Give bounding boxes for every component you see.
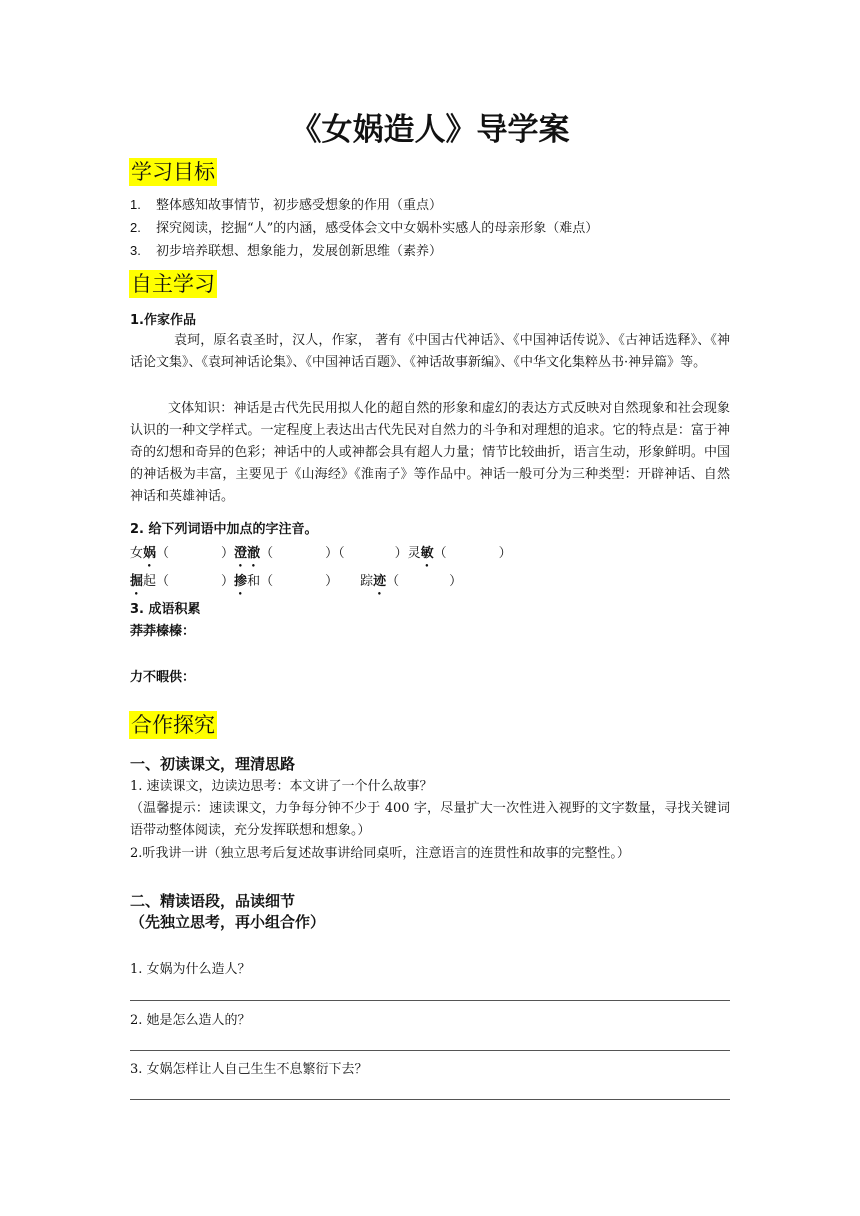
goal-item-1 [130,195,442,216]
section-heading-cooperate: 合作探究 [131,713,215,737]
blank-close: ） [449,574,463,589]
part-2-subtitle: （先独立思考，再小组合作） [130,913,326,931]
goal-num: 2. [130,220,141,235]
page-title: 《女娲造人》导学案 [290,112,570,148]
part-2-title: 二、精读语段，品读细节 [130,892,296,910]
analysis-question-2: 2. 她是怎么造人的？ [130,1013,251,1028]
section-heading-self-study: 自主学习 [131,272,215,296]
question-2: 2.听我讲一讲（独立思考后复述故事讲给同桌听，注意语言的连贯性和故事的完整性。） [130,846,630,861]
answer-line[interactable] [130,1050,730,1051]
goal-num: 3. [130,243,141,258]
blank-close: ） [498,546,512,561]
goal-num: 1. [130,197,141,212]
pinyin-label: 2. 给下列词语中加点的字注音。 [130,522,318,537]
dotted-char: 掺 [234,574,248,589]
author-label: 1.作家作品 [130,313,196,328]
goal-item-3 [130,241,442,262]
genre-paragraph: 文体知识：神话是古代先民用拟人化的超自然的形象和虚幻的表达方式反映对自然现象和社会现象认识的一种文学样式。一定程度上表达出古代先民对自然力的斗争和对理想的追求。它的特点是：富于神奇的幻想和奇异的色彩；神话中的人或神都会具有超人力量；情节比较曲折，语言生动，形象鲜明。中国的神话极为丰富，主要见于《山海经》《淮南子》等作品中。神话一般可分为三种类型：开辟神话、自然神话和英雄神话。 [130,401,730,504]
answer-line[interactable] [130,1099,730,1100]
blank-close: ） [325,574,339,589]
reading-tip: （温馨提示：速读课文，力争每分钟不少于 400 字，尽量扩大一次性进入视野的文字数量，寻找关键词语带动整体阅读，充分发挥联想和想象。） [130,801,730,838]
blank-close: ） [221,546,235,561]
blank-open: （ [260,546,274,561]
answer-line[interactable] [130,1000,730,1001]
author-paragraph: 袁珂，原名袁圣时，汉人，作家， 著有《中国古代神话》、《中国神话传说》、《古神话选释》、《神话论文集》、《袁珂神话论集》、《中国神话百题》、《神话故事新编》、《中华文化集粹丛书·神异篇》等。 [130,333,730,370]
pinyin-row-2 [130,570,462,598]
dotted-char: 敏 [420,546,434,561]
part-1-title: 一、初读课文，理清思路 [130,755,296,773]
word-text: 踪 [360,574,374,589]
pinyin-row-1 [130,542,512,570]
idiom-label: 3. 成语积累 [130,602,201,617]
blank-open: （ [386,574,400,589]
analysis-question-3: 3. 女娲怎样让人自己生生不息繁衍下去？ [130,1062,368,1077]
idiom-1: 莽莽榛榛： [130,624,196,639]
question-1: 1. 速读课文，边读边思考：本文讲了一个什么故事？ [130,779,433,794]
idiom-2: 力不暇供： [130,670,196,685]
goal-text: 初步培养联想、想象能力，发展创新思维（素养） [156,244,443,259]
goal-text: 探究阅读，挖掘“人”的内涵，感受体会文中女娲朴实感人的母亲形象（难点） [156,221,599,236]
blank-open: （ [156,546,170,561]
word-text: 女 [130,546,144,561]
word-text: 起（ [143,574,170,589]
goal-item-2 [130,218,598,239]
blank-open: （ [433,546,447,561]
dotted-char: 澄澈 [234,546,261,561]
dotted-char: 迹 [373,574,387,589]
dotted-char: 娲 [143,546,157,561]
blank-close: ） [221,574,235,589]
word-text: 和（ [247,574,274,589]
blank-close-open: ）（ [325,546,345,561]
dotted-char: 掘 [130,574,144,589]
word-text: ）灵 [394,546,421,561]
goal-text: 整体感知故事情节，初步感受想象的作用（重点） [156,198,443,213]
analysis-question-1: 1. 女娲为什么造人？ [130,962,251,977]
section-heading-goals: 学习目标 [131,160,215,184]
